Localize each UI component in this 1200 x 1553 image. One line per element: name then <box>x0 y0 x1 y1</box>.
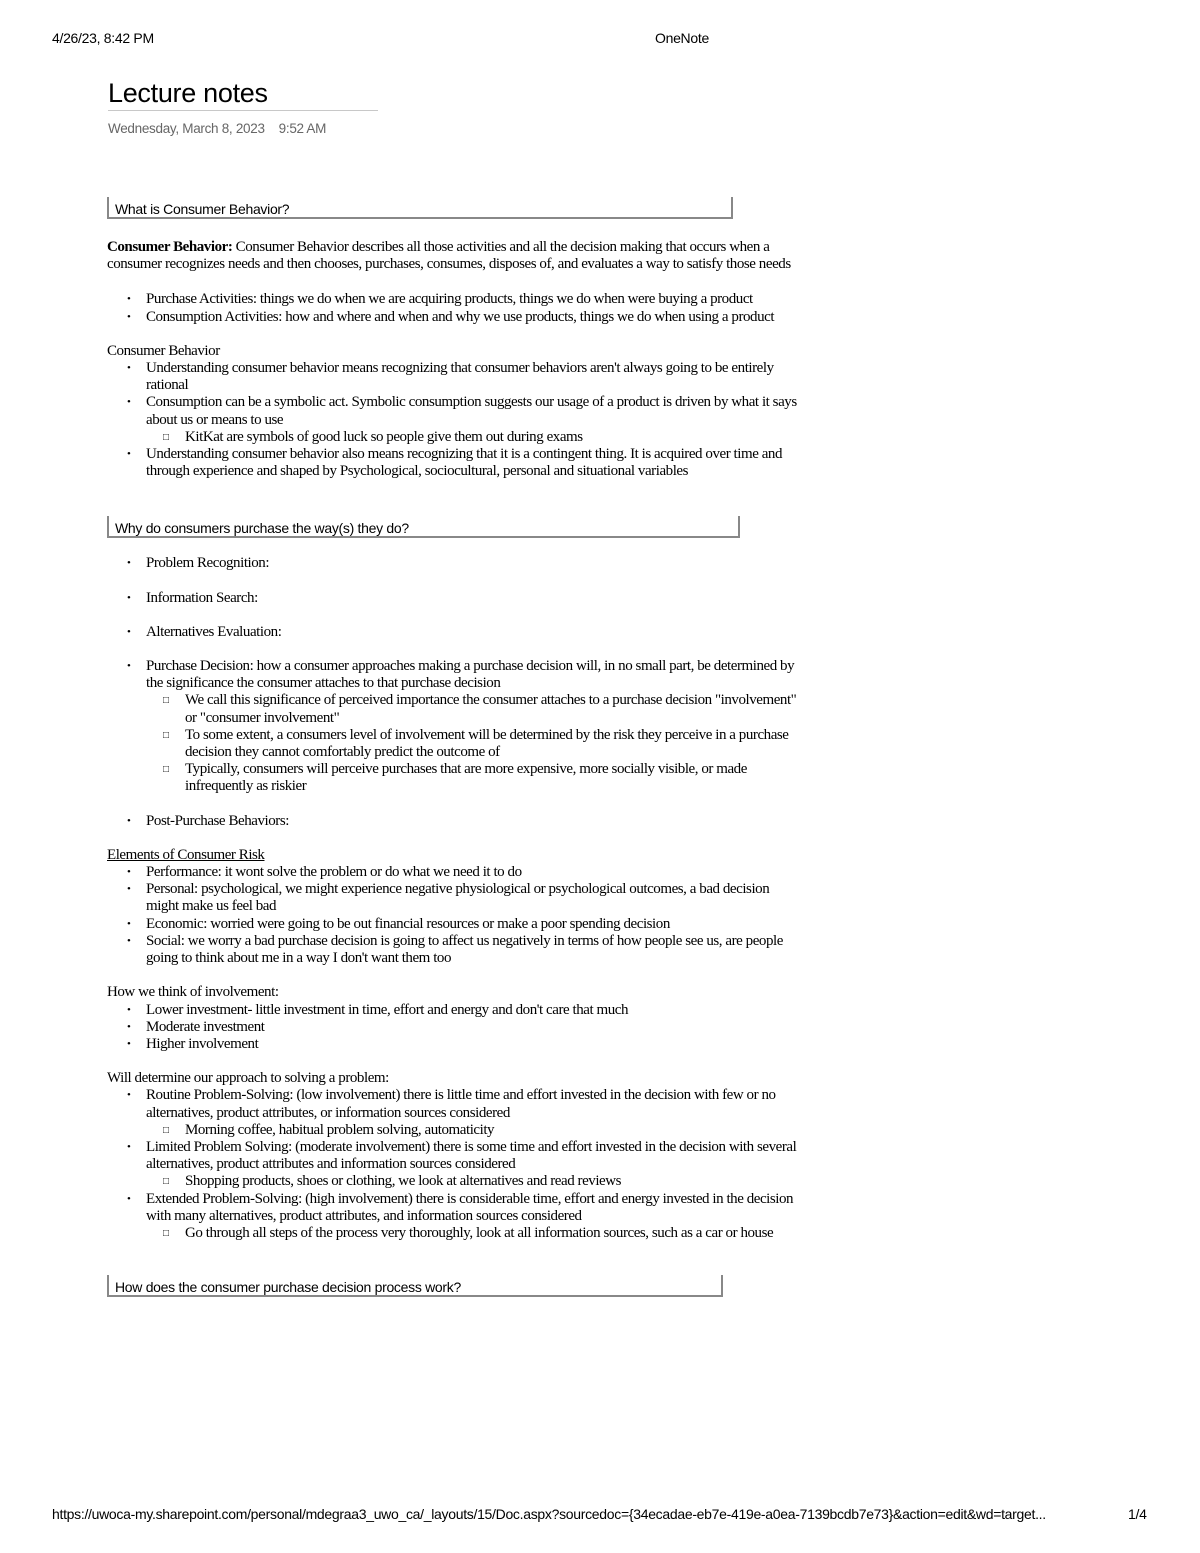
list-item: • Extended Problem-Solving: (high involvement) there is considerable time, effort and energy invested in the decision with many alternatives, product attributes, and information sources considered <box>107 1191 797 1225</box>
problem-solving-heading: Will determine our approach to solving a problem: <box>107 1070 389 1087</box>
list-item: • Routine Problem-Solving: (low involvement) there is little time and effort invested in the decision with few or no alternatives, product attributes, or information sources considered <box>107 1087 797 1121</box>
list-item: • Understanding consumer behavior means recognizing that consumer behaviors aren't always going to be entirely rational <box>107 360 797 394</box>
list-item: • Purchase Decision: how a consumer approaches making a purchase decision will, in no small part, be determined by the significance the consumer attaches to that purchase decision <box>107 658 797 692</box>
print-footer-page-number: 1/4 <box>1128 1506 1147 1522</box>
section-heading-how-does-decision-process-work: How does the consumer purchase decision process work? <box>107 1275 723 1297</box>
definition-term: Consumer Behavior: <box>107 239 233 255</box>
definition-text: Consumer Behavior describes all those activities and all the decision making that occurs when a consumer recognizes needs and then chooses, purchases, consumes, disposes of, and evaluates a way to satisfy those needs <box>107 239 791 273</box>
list-item: • Alternatives Evaluation: <box>107 624 797 641</box>
list-item: • Personal: psychological, we might experience negative physiological or psychological outcomes, a bad decision might make us feel bad <box>107 881 797 915</box>
sub-list-item: □ To some extent, a consumers level of involvement will be determined by the risk they perceive in a purchase decision they cannot comfortably predict the outcome of <box>107 727 797 761</box>
title-underline <box>108 110 378 111</box>
section-heading-what-is-consumer-behavior: What is Consumer Behavior? <box>107 197 733 219</box>
consumer-risk-heading: Elements of Consumer Risk <box>107 846 265 863</box>
sub-list-item: □ Typically, consumers will perceive purchases that are more expensive, more socially visible, or made infrequently as riskier <box>107 761 797 795</box>
list-item: • Problem Recognition: <box>107 555 797 572</box>
list-item: • Post-Purchase Behaviors: <box>107 813 797 830</box>
print-header-datetime: 4/26/23, 8:42 PM <box>52 30 154 46</box>
list-item: • Purchase Activities: things we do when we are acquiring products, things we do when were buying a product <box>107 291 797 308</box>
page-timestamp <box>108 121 326 136</box>
list-item: • Understanding consumer behavior also means recognizing that it is a contingent thing. It is acquired over time and through experience and shaped by Psychological, sociocultural, personal and situational variables <box>107 446 797 480</box>
list-item: • Consumption can be a symbolic act. Symbolic consumption suggests our usage of a product is driven by what it says about us or means to use <box>107 394 797 428</box>
list-item: • Information Search: <box>107 590 797 607</box>
activities-list <box>107 291 797 325</box>
list-item: • Higher involvement <box>107 1036 797 1053</box>
print-header-app-name: OneNote <box>655 30 709 46</box>
list-item: • Lower investment- little investment in time, effort and energy and don't care that much <box>107 1002 797 1019</box>
page-title: Lecture notes <box>108 78 268 108</box>
involvement-list <box>107 1002 797 1054</box>
definition-paragraph <box>107 239 797 273</box>
list-item: • Performance: it wont solve the problem or do what we need it to do <box>107 864 797 881</box>
sub-list-item: □ We call this significance of perceived importance the consumer attaches to a purchase decision "involvement" or "consumer involvement" <box>107 692 797 726</box>
section-heading-why-do-consumers-purchase: Why do consumers purchase the way(s) they do? <box>107 516 740 538</box>
list-item: • Economic: worried were going to be out financial resources or make a poor spending decision <box>107 916 797 933</box>
problem-solving-list <box>107 1087 797 1242</box>
page-time: 9:52 AM <box>278 121 327 136</box>
consumer-behavior-list <box>107 360 797 480</box>
decision-steps-list <box>107 555 797 829</box>
print-footer-url: https://uwoca-my.sharepoint.com/personal/mdegraa3_uwo_ca/_layouts/15/Doc.aspx?sourcedoc={34ecadae-eb7e-419e-a0ea-7139bcdb7e73}&action=edit&wd=target... <box>52 1506 1046 1522</box>
list-item: • Moderate investment <box>107 1019 797 1036</box>
sub-list-item: □ Shopping products, shoes or clothing, we look at alternatives and read reviews <box>107 1173 797 1190</box>
sub-list-item: □ Morning coffee, habitual problem solving, automaticity <box>107 1122 797 1139</box>
list-item: • Social: we worry a bad purchase decision is going to affect us negatively in terms of how people see us, are people going to think about me in a way I don't want them too <box>107 933 797 967</box>
involvement-heading: How we think of involvement: <box>107 984 279 1001</box>
consumer-behavior-heading: Consumer Behavior <box>107 342 220 359</box>
sub-list-item: □ KitKat are symbols of good luck so people give them out during exams <box>107 429 797 446</box>
list-item: • Limited Problem Solving: (moderate involvement) there is some time and effort invested in the decision with several alternatives, product attributes and information sources considered <box>107 1139 797 1173</box>
note-content <box>107 197 797 1297</box>
consumer-risk-list <box>107 864 797 967</box>
sub-list-item: □ Go through all steps of the process very thoroughly, look at all information sources, such as a car or house <box>107 1225 797 1242</box>
page-date: Wednesday, March 8, 2023 <box>108 121 265 136</box>
list-item: • Consumption Activities: how and where and when and why we use products, things we do when using a product <box>107 309 797 326</box>
